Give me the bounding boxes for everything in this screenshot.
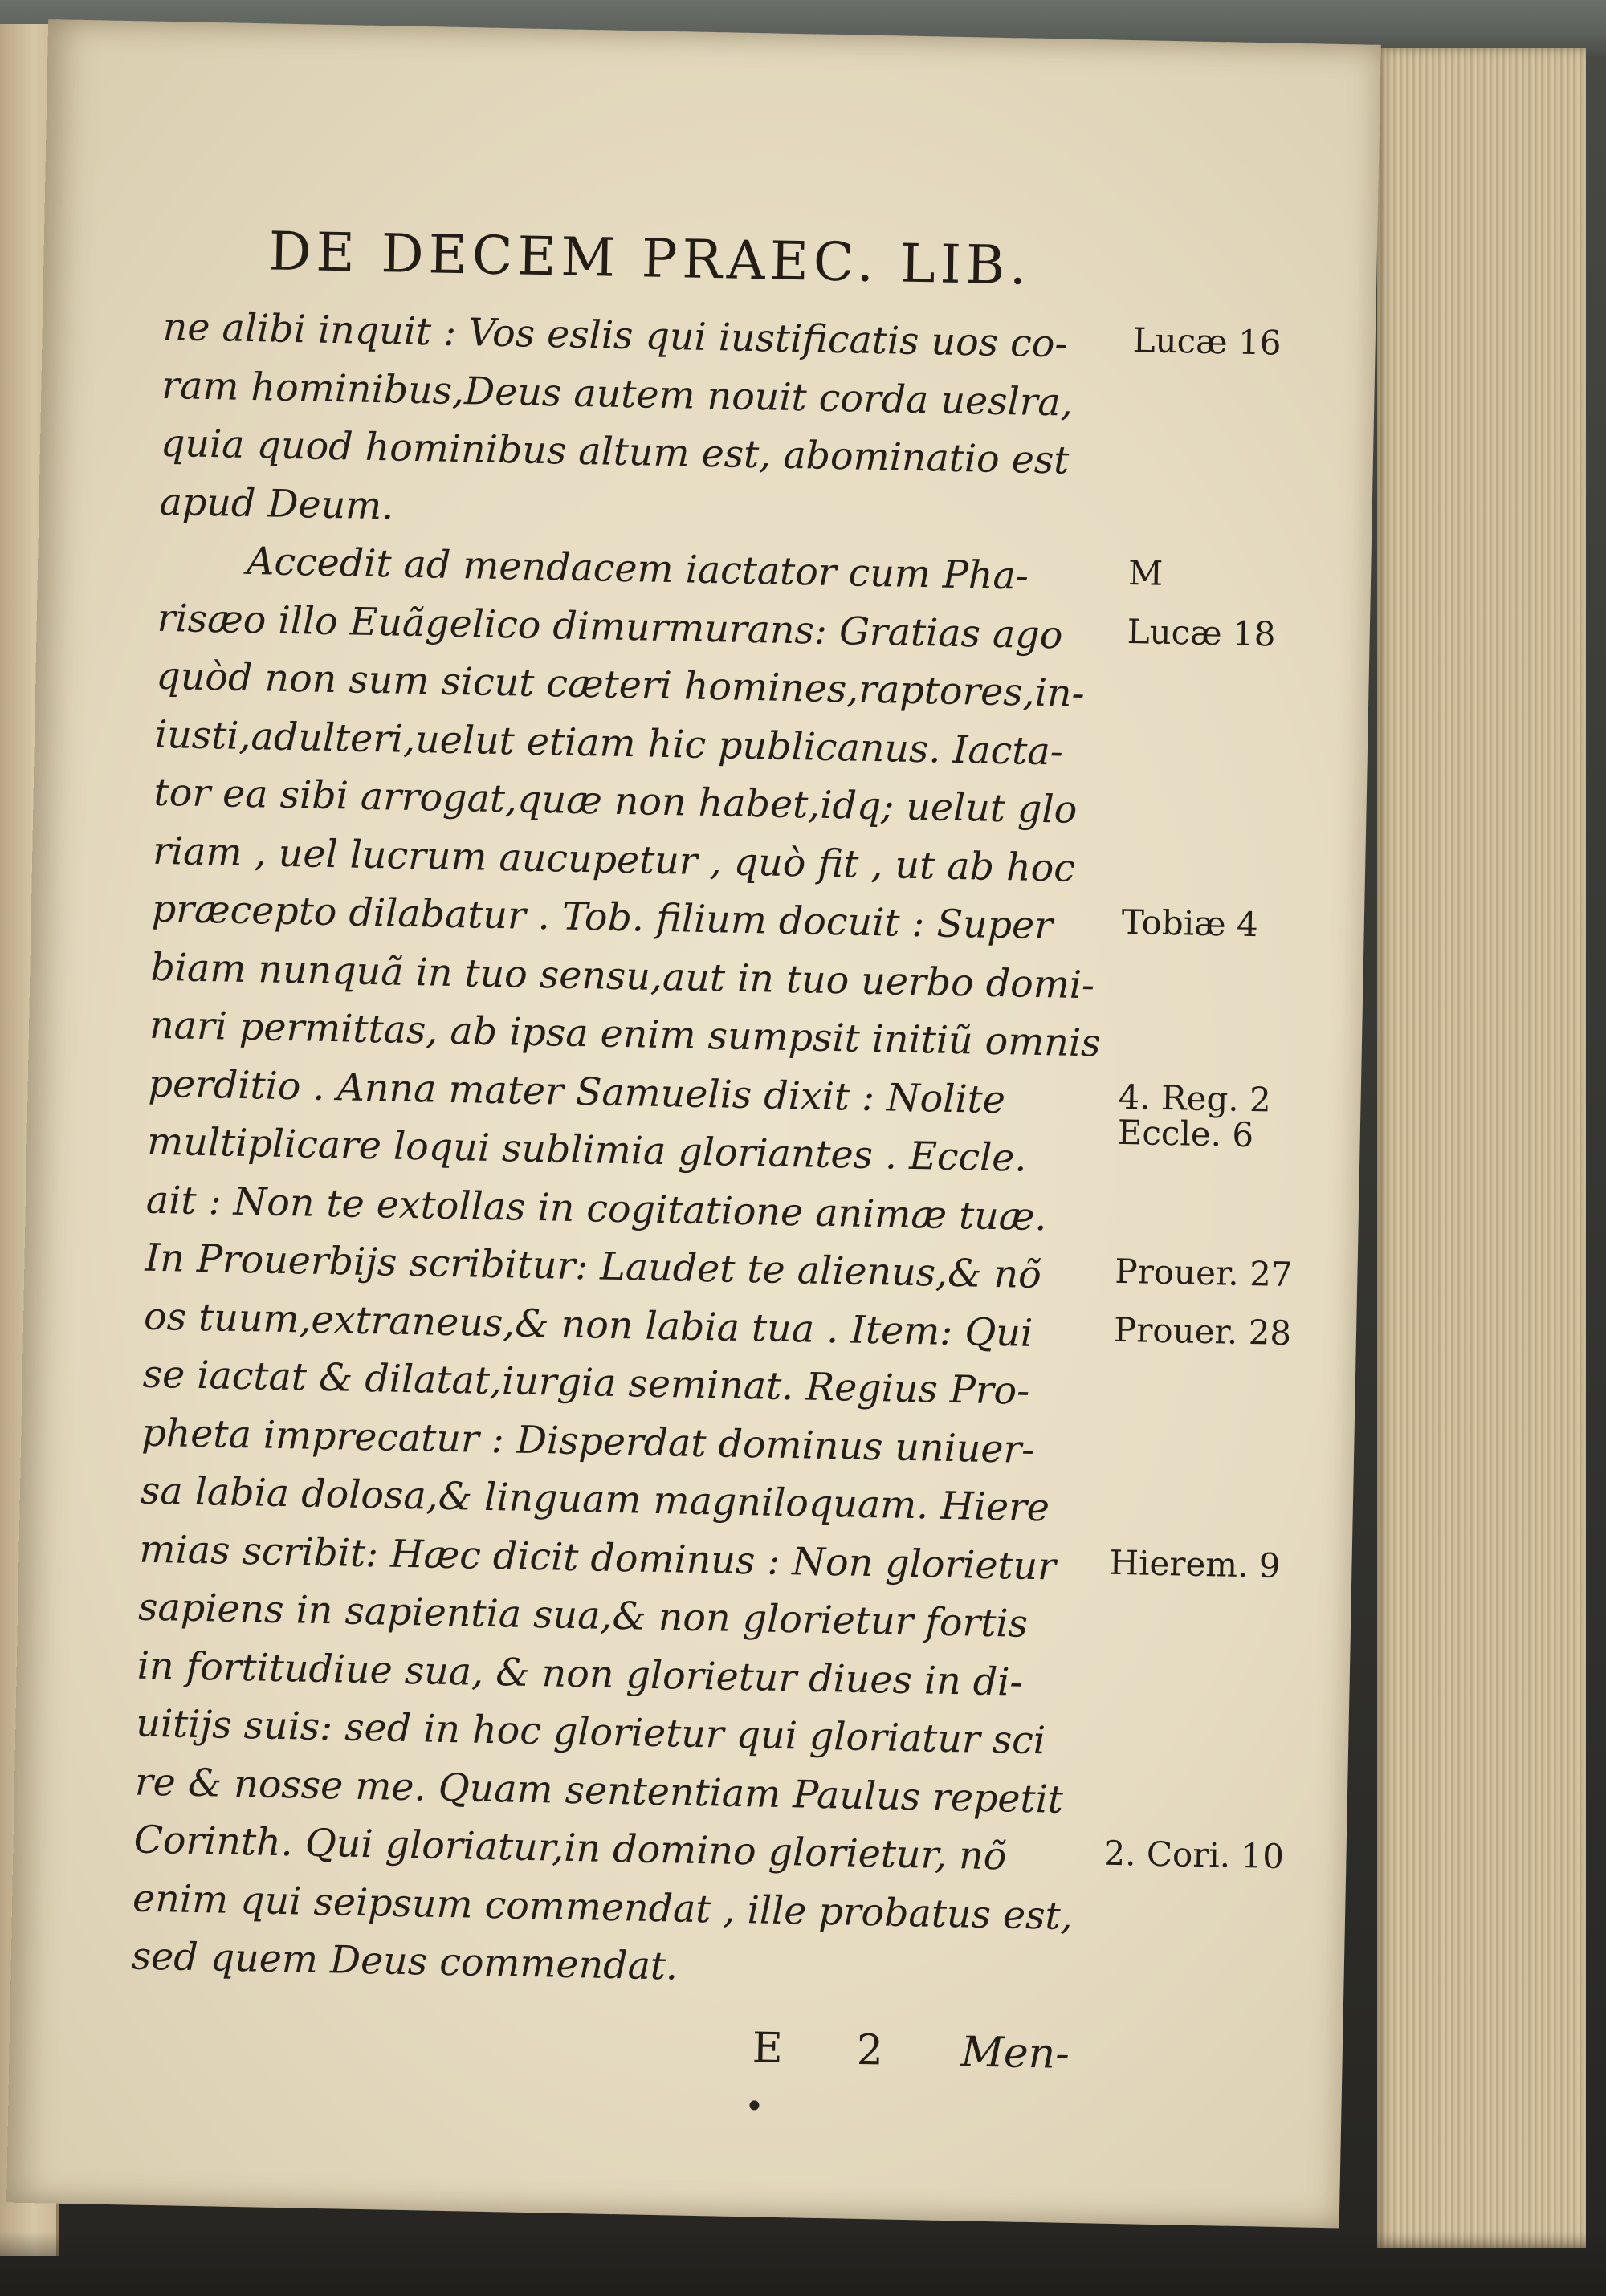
text-line: sed quem Deus commendat. — [131, 1934, 679, 1989]
text-line: quia quod hominibus altum est, abominatio est — [160, 421, 1070, 483]
text-line: perditio . Anna mater Samuelis dixit : Nolite — [148, 1061, 1006, 1122]
text-line: se iactat & dilatat,iurgia seminat. Regius Pro- — [142, 1352, 1030, 1414]
text-line: In Prouerbijs scribitur: Laudet te alienus,& nõ — [145, 1236, 1042, 1298]
margin-note: M — [1127, 553, 1164, 593]
text-line: Accedit ad mendacem iactator cum Pha- — [246, 539, 1029, 599]
margin-note: Lucæ 18 — [1127, 611, 1276, 654]
text-line: risæo illo Euãgelico dimurmurans: Gratias ago — [157, 596, 1063, 657]
text-line: quòd non sum sicut cæteri homines,raptores,in- — [155, 653, 1086, 716]
margin-note: Lucæ 16 — [1132, 320, 1282, 363]
text-line: apud Deum. — [159, 479, 394, 528]
text-line: tor ea sibi arrogat,quæ non habet,idq; uelut glo — [153, 770, 1078, 833]
margin-note: Prouer. 28 — [1113, 1309, 1292, 1353]
margin-note: 2. Cori. 10 — [1103, 1833, 1285, 1877]
text-line: ram hominibus,Deus autem nouit corda ueslra, — [161, 363, 1074, 425]
text-line: biam nunquã in tuo sensu,aut in tuo uerbo domi- — [149, 945, 1095, 1008]
text-line: uitijs suis: sed in hoc glorietur qui gloriatur sci — [135, 1701, 1046, 1764]
ornament-dot — [749, 2100, 759, 2110]
text-line: in fortitudiue sua, & non glorietur diues in di- — [137, 1643, 1024, 1705]
margin-note: 4. Reg. 2 — [1118, 1077, 1272, 1120]
text-line: enim qui seipsum commendat , ille probatus est, — [132, 1876, 1074, 1939]
text-line: sapiens in sapientia sua,& non glorietur fortis — [137, 1585, 1029, 1647]
text-line: iusti,adulteri,uelut etiam hic publicanus. Iacta- — [154, 712, 1064, 774]
text-line: nari permittas, ab ipsa enim sumpsit initiũ omnis — [149, 1003, 1102, 1066]
text-line: pheta imprecatur : Disperdat dominus uniuer- — [141, 1411, 1035, 1472]
text-line: re & nosse me. Quam sententiam Paulus repetit — [134, 1760, 1064, 1822]
page-stack-edge — [1377, 48, 1586, 2248]
margin-note: Hierem. 9 — [1109, 1542, 1282, 1586]
body-text — [131, 299, 1127, 2005]
margin-note: Tobiæ 4 — [1121, 902, 1259, 945]
text-line: multiplicare loqui sublimia gloriantes . Eccle. — [146, 1119, 1028, 1181]
book-page — [6, 19, 1381, 2228]
text-line: mias scribit: Hæc dicit dominus : Non glorietur — [139, 1527, 1057, 1590]
text-line: ait : Non te extollas in cogitatione animæ tuæ. — [145, 1178, 1048, 1240]
text-line: riam , uel lucrum aucupetur , quò fit , ut ab hoc — [152, 828, 1076, 891]
text-line: sa labia dolosa,& linguam magniloquam. Hiere — [140, 1468, 1050, 1531]
catchword: Men- — [960, 2028, 1070, 2078]
running-header: DE DECEM PRAEC. LIB. — [267, 220, 1033, 297]
text-line: Corinth. Qui gloriatur,in domino glorietur, nõ — [133, 1818, 1007, 1879]
signature-mark: E — [752, 2024, 784, 2074]
text-line: ne alibi inquit : Vos eslis qui iustificatis uos co- — [162, 304, 1068, 367]
text-line: os tuum,extraneus,& non labia tua . Item: Qui — [143, 1294, 1033, 1356]
signature-number: 2 — [856, 2025, 884, 2075]
margin-note: Prouer. 27 — [1114, 1251, 1294, 1295]
margin-note: Eccle. 6 — [1117, 1112, 1254, 1154]
text-line: præcepto dilabatur . Tob. filium docuit : Super — [151, 886, 1054, 949]
bottom-shadow — [0, 2232, 1606, 2296]
